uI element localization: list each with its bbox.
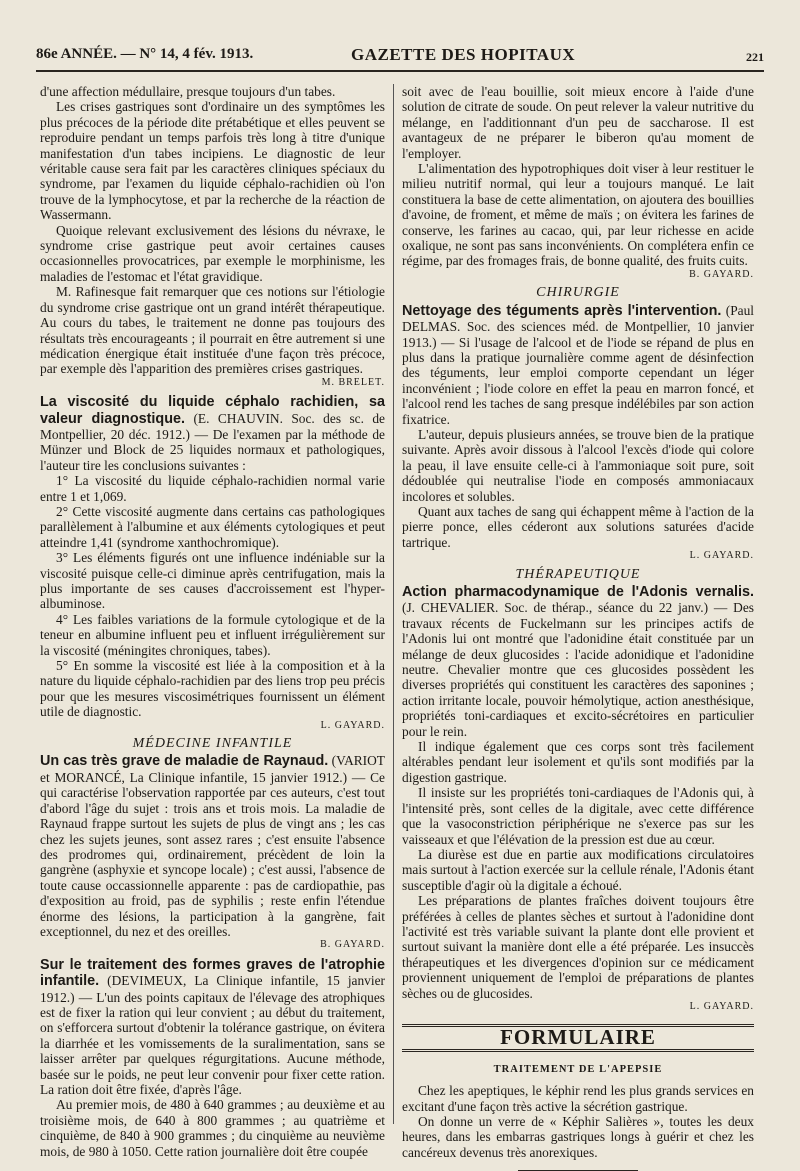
journal-title: GAZETTE DES HOPITAUX <box>351 45 576 64</box>
paragraph: Il indique également que ces corps sont très facilement altérables pendant leur isolement et qu'ils sont modifiés par la digestion gastrique. <box>402 739 754 785</box>
article-title: La viscosité du liquide céphalo rachidien, sa valeur diagnostique. <box>40 394 385 427</box>
article-intro: (Paul DELMAS. Soc. des sciences méd. de Montpellier, 10 janvier 1913.) — Si l'usage de l'alcool et de l'iode se répand de plus en plus dans la pratique journalière comme agent de désinfection des téguments, leur emploi comporte cependant un léger inconvénient ; l'iode colore en effet la peau en marron foncé, et l'alcool rend les taches de sang presque indélébiles par son action fixatrice. <box>402 302 754 427</box>
issue-info: 86e ANNÉE. — N° 14, 4 fév. 1913. <box>36 46 254 62</box>
paragraph: La diurèse est due en partie aux modifications circulatoires mais surtout à l'action exercée sur la cellule rénale, l'Adonis étant susceptible d'agir où la digitale a échoué. <box>402 846 754 893</box>
paragraph: soit avec de l'eau bouillie, soit mieux encore à l'aide d'une solution de citrate de soude. On peut relever la valeur nutritive du mélange, en l'additionnant d'un peu de saccharose. Il est avantageux de ne préparer le biberon qu'au moment de l'employer. <box>402 84 754 161</box>
paragraph: Quant aux taches de sang qui échappent même à l'action de la pierre ponce, elles céderont aux solutions saturées d'acide tartrique. <box>402 503 754 550</box>
signature: L. GAYARD. <box>689 1000 754 1012</box>
paragraph: Il insiste sur les propriétés toni-cardiaques de l'Adonis qui, à l'intensité près, sont celles de la digitale, avec cette différence que la vasoconstriction périphérique ne s'exerce pas sur les vaisseaux et que l'élévation de la pression est due au cœur. <box>402 785 754 847</box>
paragraph: Quoique relevant exclusivement des lésions du névraxe, le syndrome crise gastrique peut avoir certaines causes occasionnelles provocatrices, par exemple le morphinisme, les maladies de l'estomac et l'état gravidique. <box>40 222 385 284</box>
conclusion-item: 4° Les faibles variations de la formule cytologique et de la teneur en albumine influent peu et influent irrégulièrement sur la viscosité (méningites chroniques, tabes). <box>40 611 385 658</box>
page-number: 221 <box>746 50 764 64</box>
conclusion-item: 3° Les éléments figurés ont une influence indéniable sur la viscosité puisque celle-ci diminue après centrifugation, mais la plus importante de ses causes d'accroissement est l'hyper-albuminose. <box>40 550 385 612</box>
conclusion-item: 5° En somme la viscosité est liée à la composition et à la nature du liquide céphalo-rachidien par des liens trop peu précis pour que les mesures viscosimétriques fournissent un élément utile de diagnostic. <box>40 658 385 720</box>
paragraph: L'alimentation des hypotrophiques doit viser à leur restituer le milieu nutritif normal, qui leur a toujours manqué. Le lait constituera la base de cette alimentation, on ajoutera des bouillies d'avoine, de froment, et même de maïs ; on évitera les farines de conserve, les farines au cacao, qui, par leur richesse en acide oxalique, ne sont pas sans inconvénients. On complétera enfin ce régime, par des fromages frais, de bonne qualité, des fruits cuits. <box>402 161 754 269</box>
formulaire-heading: FORMULAIRE <box>402 1024 754 1051</box>
formulaire-subheading: TRAITEMENT DE L'APEPSIE <box>493 1063 663 1075</box>
article-intro: (E. CHAUVIN. Soc. des sc. de Montpellier, 20 déc. 1912.) — De l'examen par la méthode de Münzer und Block de 25 liquides normaux et pathologiques, l'auteur tire les conclusions suivantes : <box>40 410 385 473</box>
section-heading: MÉDECINE INFANTILE <box>132 736 293 752</box>
article-title: Sur le traitement des formes graves de l'atrophie infantile. <box>40 956 385 990</box>
article-adonis <box>402 584 754 739</box>
article-raynaud <box>40 753 385 939</box>
article-viscosite <box>40 394 385 473</box>
right-column <box>402 84 754 1171</box>
signature: B. GAYARD. <box>689 268 754 280</box>
paragraph: Les préparations de plantes fraîches doivent toujours être préférées à celles de plantes sèches et surtout à l'adonidine dont l'activité est très variable suivant la plante dont elle provient et surtout suivant la manière dont elle a été préparée. Les insuccès thérapeutiques et les divergences d'opinion sur ce médicament proviennent uniquement de l'emploi de préparations de plantes sèches ou de glucosides. <box>402 893 754 1001</box>
article-title: Action pharmacodynamique de l'Adonis vernalis. <box>402 584 754 600</box>
signature: L. GAYARD. <box>689 550 754 562</box>
article-body: (VARIOT et MORANCÉ, La Clinique infantile, 15 janvier 1912.) — Ce qui caractérise l'observation rapportée par ces auteurs, c'est tout d'abord l'âge du sujet : trois ans et trois mois. La maladie de Raynaud frappe surtout les sujets de plus de vingt ans ; les cas chez les sujets jeunes, sont assez rares ; c'est ensuite l'absence des prodromes qui, ordinairement, précèdent de loin la gangrène (asphyxie et syncope locale) ; c'est aussi, l'absence de toute cause occassionnelle apparente : pas de cardiopathie, pas d'exposition au froid, pas de syphilis ; reste enfin l'étendue énorme des lésions, la participation à la gangrène, fait exceptionnel, du nez et des oreilles. <box>40 753 385 939</box>
paragraph: L'auteur, depuis plusieurs années, se trouve bien de la pratique suivante. Après avoir dissous à l'alcool l'excès d'iode qui colore la peau, il lave ensuite celle-ci à l'ammoniaque soit pure, soit dédoublée qui neutralise l'iode en composés ammoniacaux incolores et solubles. <box>402 426 754 504</box>
paragraph: Au premier mois, de 480 à 640 grammes ; au deuxième et au troisième mois, de 640 à 800 grammes ; au quatrième et cinquième, de 840 à 900 grammes ; du cinquième au neuvième mois, de 980 à 1050. Cette ration journalière doit être coupée <box>40 1097 385 1159</box>
signature: L. GAYARD. <box>320 719 385 731</box>
article-title: Un cas très grave de maladie de Raynaud. <box>40 753 329 770</box>
column-divider <box>393 84 394 1124</box>
conclusion-item: 2° Cette viscosité augmente dans certains cas pathologiques parallèlement à l'albumine et aux éléments cytologiques et peut atteindre 1,41 (syndrome xanthochromique). <box>40 503 385 550</box>
signature: M. BRELET. <box>321 376 385 388</box>
article-atrophie <box>40 957 385 1098</box>
section-heading: CHIRURGIE <box>536 285 620 301</box>
article-intro: (DEVIMEUX, La Clinique infantile, 15 janvier 1912.) — L'un des points capitaux de l'élevage des atrophiques est de fixer la ration qui leur convient ; au début du traitement, on s'efforcera surtout d'obtenir la tolérance gastrique, on évitera la diarrhée et les vomissements de la suralimentation, sans se laisser arrêter par quelques régurgitations. Aucune méthode, basée sur le poids, ne peut leur convenir pour fixer cette ration. La ration doit être fixée, d'après l'âge. <box>40 973 385 1097</box>
paragraph: M. Rafinesque fait remarquer que ces notions sur l'étiologie du syndrome crise gastrique ont un grand intérêt thérapeutique. Au cours du tabes, le traitement ne donne pas toujours des résultats très encourageants ; il pourrait en être autrement si une médication énergique était instituée d'une façon très précoce, par exemple dès l'apparition des premières crises gastriques. <box>40 284 385 377</box>
conclusion-item: 1° La viscosité du liquide céphalo-rachidien normal varie entre 1 et 1,069. <box>40 473 385 504</box>
signature: B. GAYARD. <box>320 939 385 951</box>
paragraph: d'une affection médullaire, presque toujours d'un tabes. <box>40 84 336 99</box>
article-intro: (J. CHEVALIER. Soc. de thérap., séance du 22 janv.) — Des travaux récents de Fuckelmann sur les principes actifs de l'Adonis lui ont montré que l'adonidine était constituée par un mélange de deux glucosides : l'acide adonidique et l'adonidine neutre. Chevalier montre que ces glucosides possèdent les diverses propriétés qui constituent les caractères des saponines ; action irritante locale, pouvoir hémolytique, action anesthésique, propriétés toni-cardiaques et excito-sécrétoires en particulier pour le rein. <box>402 600 754 739</box>
section-heading: THÉRAPEUTIQUE <box>515 566 641 582</box>
article-title: Nettoyage des téguments après l'intervention. <box>402 302 722 319</box>
paragraph: On donne un verre de « Képhir Salières », toutes les deux heures, dans les embarras gastriques longs à guérir et chez les cancéreux devenus très anorexiques. <box>402 1114 754 1160</box>
paragraph: Chez les apeptiques, le képhir rend les plus grands services en excitant d'une façon très active la sécrétion gastrique. <box>402 1083 754 1114</box>
page-header <box>36 40 764 72</box>
paragraph: Les crises gastriques sont d'ordinaire un des symptômes les plus précoces de la période dite prétabétique et elles peuvent se reproduire pendant un temps parfois très long à titre d'unique manifestation d'un tabes incipiens. Le diagnostic de leur véritable cause sera fait par les caractères cliniques spéciaux du syndrome, par l'examen du liquide céphalo-rachidien où l'on trouve de la lymphocytose, et par la recherche de la réaction de Wassermann. <box>40 99 385 223</box>
left-column <box>40 84 385 1159</box>
article-teguments <box>402 303 754 427</box>
